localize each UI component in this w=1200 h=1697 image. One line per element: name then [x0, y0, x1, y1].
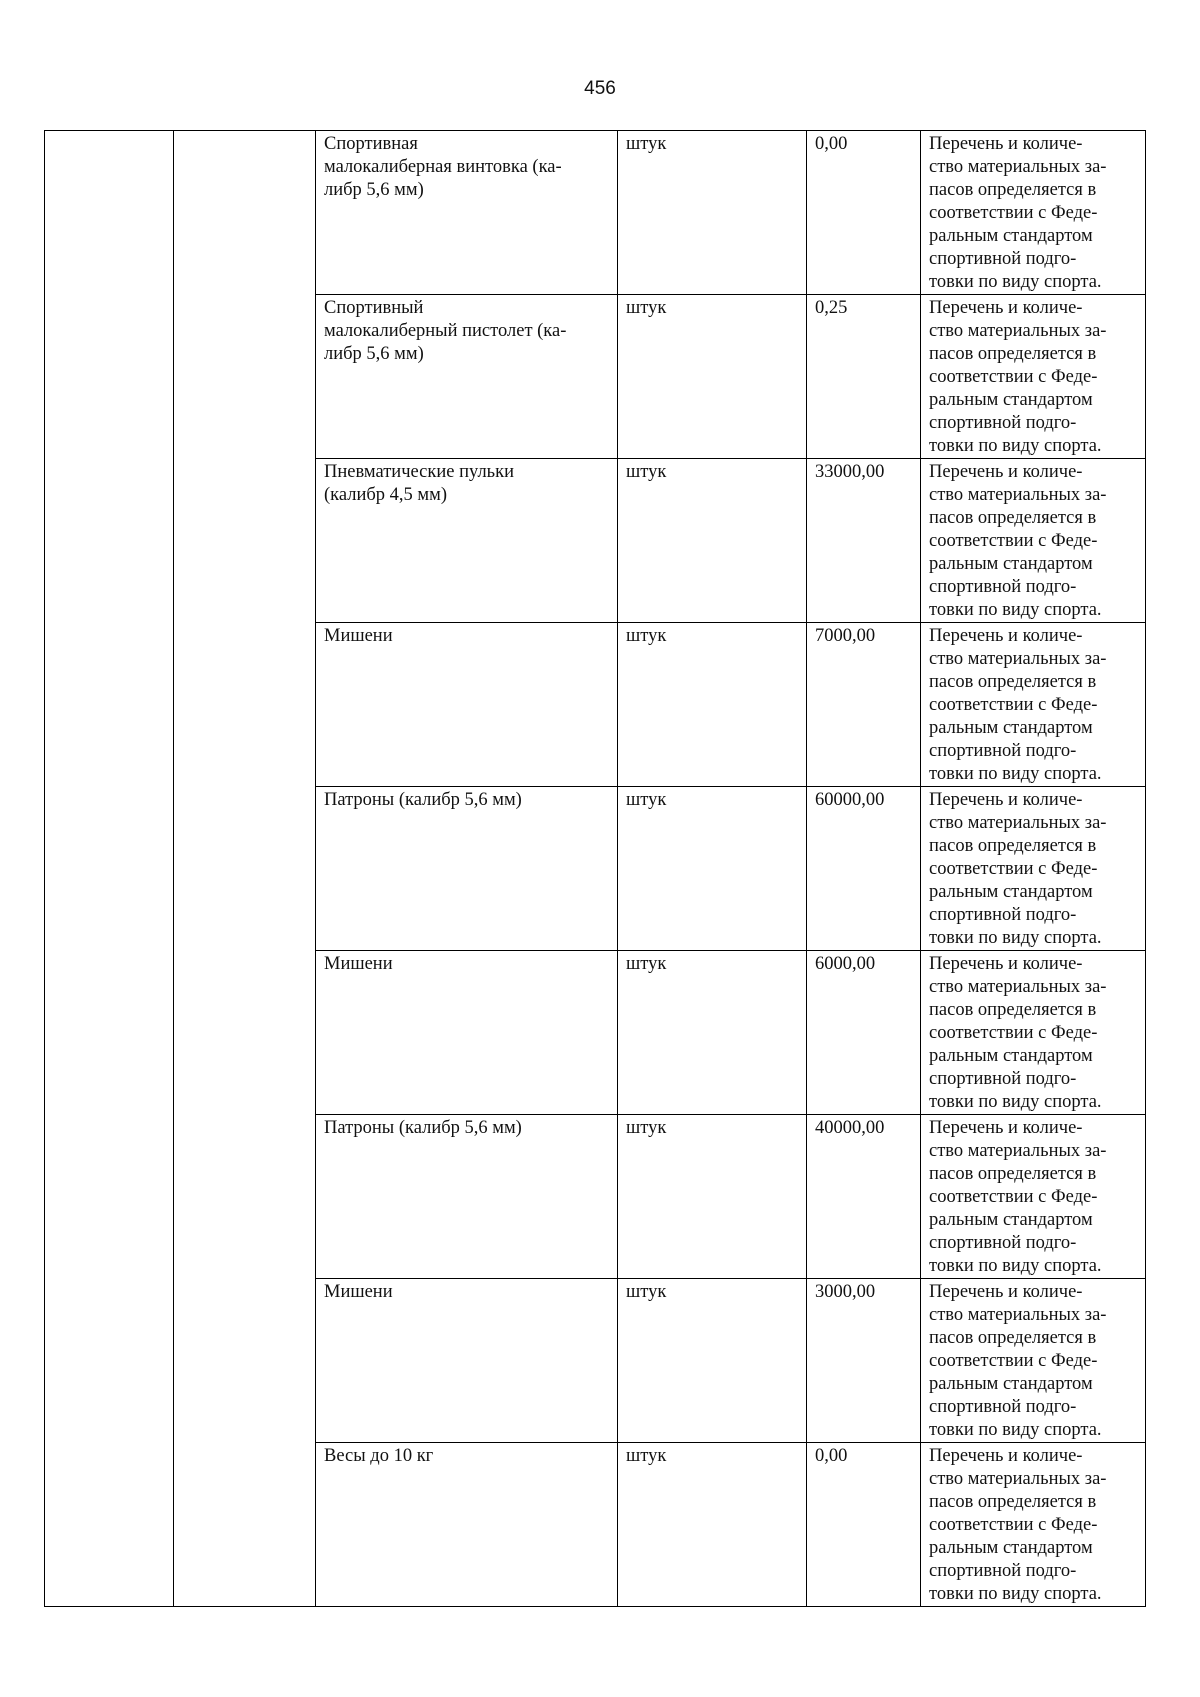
note-line: ральным стандартом — [929, 1046, 1093, 1066]
item-name-cell — [316, 787, 618, 951]
note-line: спортивной подго- — [929, 905, 1077, 925]
empty-category-cell — [174, 131, 316, 1607]
item-name-line: Весы до 10 кг — [324, 1446, 434, 1466]
materials-table — [44, 130, 1146, 1607]
item-name-line: Патроны (калибр 5,6 мм) — [324, 1118, 522, 1138]
note-line: ство материальных за- — [929, 813, 1107, 833]
note-line: соответствии с Феде- — [929, 859, 1098, 879]
note-cell — [921, 1279, 1146, 1443]
note-line: товки по виду спорта. — [929, 436, 1102, 456]
item-name-line: (калибр 4,5 мм) — [324, 485, 447, 505]
note-line: Перечень и количе- — [929, 462, 1083, 482]
table-row — [45, 131, 1146, 295]
item-name-line: Мишени — [324, 626, 393, 646]
note-line: ральным стандартом — [929, 1374, 1093, 1394]
note-line: ральным стандартом — [929, 226, 1093, 246]
quantity-cell: 6000,00 — [807, 951, 921, 1115]
note-line: ство материальных за- — [929, 1305, 1107, 1325]
item-name-cell — [316, 1279, 618, 1443]
note-line: пасов определяется в — [929, 508, 1097, 528]
empty-number-cell — [45, 131, 174, 1607]
note-line: соответствии с Феде- — [929, 1515, 1098, 1535]
page-number: 456 — [584, 78, 616, 99]
note-line: товки по виду спорта. — [929, 272, 1102, 292]
unit-cell: штук — [618, 295, 807, 459]
item-name-line: Мишени — [324, 1282, 393, 1302]
unit-cell: штук — [618, 1279, 807, 1443]
quantity-cell: 60000,00 — [807, 787, 921, 951]
note-line: спортивной подго- — [929, 1561, 1077, 1581]
unit-cell: штук — [618, 131, 807, 295]
note-line: Перечень и количе- — [929, 1282, 1083, 1302]
note-cell — [921, 951, 1146, 1115]
note-line: ство материальных за- — [929, 1469, 1107, 1489]
note-line: ральным стандартом — [929, 554, 1093, 574]
item-name-line: Спортивный — [324, 298, 424, 318]
note-line: Перечень и количе- — [929, 626, 1083, 646]
item-name-line: либр 5,6 мм) — [324, 180, 424, 200]
item-name-line: Пневматические пульки — [324, 462, 514, 482]
item-name-line: Спортивная — [324, 134, 418, 154]
note-line: Перечень и количе- — [929, 298, 1083, 318]
note-line: соответствии с Феде- — [929, 695, 1098, 715]
note-line: соответствии с Феде- — [929, 531, 1098, 551]
note-line: соответствии с Феде- — [929, 1023, 1098, 1043]
unit-cell: штук — [618, 1115, 807, 1279]
item-name-cell — [316, 131, 618, 295]
note-line: ство материальных за- — [929, 649, 1107, 669]
item-name-line: Патроны (калибр 5,6 мм) — [324, 790, 522, 810]
item-name-line: Мишени — [324, 954, 393, 974]
note-line: ральным стандартом — [929, 882, 1093, 902]
quantity-cell: 7000,00 — [807, 623, 921, 787]
unit-cell: штук — [618, 1443, 807, 1607]
item-name-cell — [316, 459, 618, 623]
item-name-cell — [316, 1115, 618, 1279]
item-name-line: малокалиберный пистолет (ка- — [324, 321, 567, 341]
note-line: спортивной подго- — [929, 1069, 1077, 1089]
quantity-cell: 40000,00 — [807, 1115, 921, 1279]
note-line: ральным стандартом — [929, 1538, 1093, 1558]
note-line: Перечень и количе- — [929, 790, 1083, 810]
note-line: спортивной подго- — [929, 1233, 1077, 1253]
note-line: ство материальных за- — [929, 977, 1107, 997]
note-line: пасов определяется в — [929, 344, 1097, 364]
note-line: соответствии с Феде- — [929, 1187, 1098, 1207]
unit-cell: штук — [618, 459, 807, 623]
note-line: пасов определяется в — [929, 1492, 1097, 1512]
table-body — [45, 131, 1146, 1607]
note-line: соответствии с Феде- — [929, 367, 1098, 387]
note-line: товки по виду спорта. — [929, 1256, 1102, 1276]
note-cell — [921, 623, 1146, 787]
unit-cell: штук — [618, 623, 807, 787]
quantity-cell: 0,25 — [807, 295, 921, 459]
quantity-cell: 3000,00 — [807, 1279, 921, 1443]
item-name-cell — [316, 951, 618, 1115]
quantity-cell: 0,00 — [807, 1443, 921, 1607]
note-line: товки по виду спорта. — [929, 1420, 1102, 1440]
note-line: пасов определяется в — [929, 1000, 1097, 1020]
note-cell — [921, 131, 1146, 295]
item-name-line: либр 5,6 мм) — [324, 344, 424, 364]
note-cell — [921, 459, 1146, 623]
note-line: Перечень и количе- — [929, 954, 1083, 974]
note-cell — [921, 1115, 1146, 1279]
note-line: Перечень и количе- — [929, 134, 1083, 154]
quantity-cell: 0,00 — [807, 131, 921, 295]
note-line: ство материальных за- — [929, 1141, 1107, 1161]
note-line: товки по виду спорта. — [929, 764, 1102, 784]
unit-cell: штук — [618, 787, 807, 951]
note-line: пасов определяется в — [929, 672, 1097, 692]
note-line: товки по виду спорта. — [929, 928, 1102, 948]
unit-cell: штук — [618, 951, 807, 1115]
item-name-cell — [316, 623, 618, 787]
note-line: спортивной подго- — [929, 1397, 1077, 1417]
note-line: соответствии с Феде- — [929, 203, 1098, 223]
note-line: Перечень и количе- — [929, 1446, 1083, 1466]
note-line: спортивной подго- — [929, 577, 1077, 597]
note-cell — [921, 787, 1146, 951]
note-line: пасов определяется в — [929, 1164, 1097, 1184]
note-line: пасов определяется в — [929, 180, 1097, 200]
item-name-line: малокалиберная винтовка (ка- — [324, 157, 562, 177]
note-line: спортивной подго- — [929, 249, 1077, 269]
note-line: товки по виду спорта. — [929, 1584, 1102, 1604]
note-line: ство материальных за- — [929, 321, 1107, 341]
note-line: Перечень и количе- — [929, 1118, 1083, 1138]
note-cell — [921, 295, 1146, 459]
note-line: спортивной подго- — [929, 741, 1077, 761]
note-line: пасов определяется в — [929, 836, 1097, 856]
item-name-cell — [316, 295, 618, 459]
item-name-cell — [316, 1443, 618, 1607]
note-line: соответствии с Феде- — [929, 1351, 1098, 1371]
note-line: ство материальных за- — [929, 485, 1107, 505]
note-line: ство материальных за- — [929, 157, 1107, 177]
note-line: товки по виду спорта. — [929, 600, 1102, 620]
note-line: спортивной подго- — [929, 413, 1077, 433]
note-line: ральным стандартом — [929, 718, 1093, 738]
note-line: пасов определяется в — [929, 1328, 1097, 1348]
note-cell — [921, 1443, 1146, 1607]
note-line: товки по виду спорта. — [929, 1092, 1102, 1112]
note-line: ральным стандартом — [929, 390, 1093, 410]
quantity-cell: 33000,00 — [807, 459, 921, 623]
note-line: ральным стандартом — [929, 1210, 1093, 1230]
